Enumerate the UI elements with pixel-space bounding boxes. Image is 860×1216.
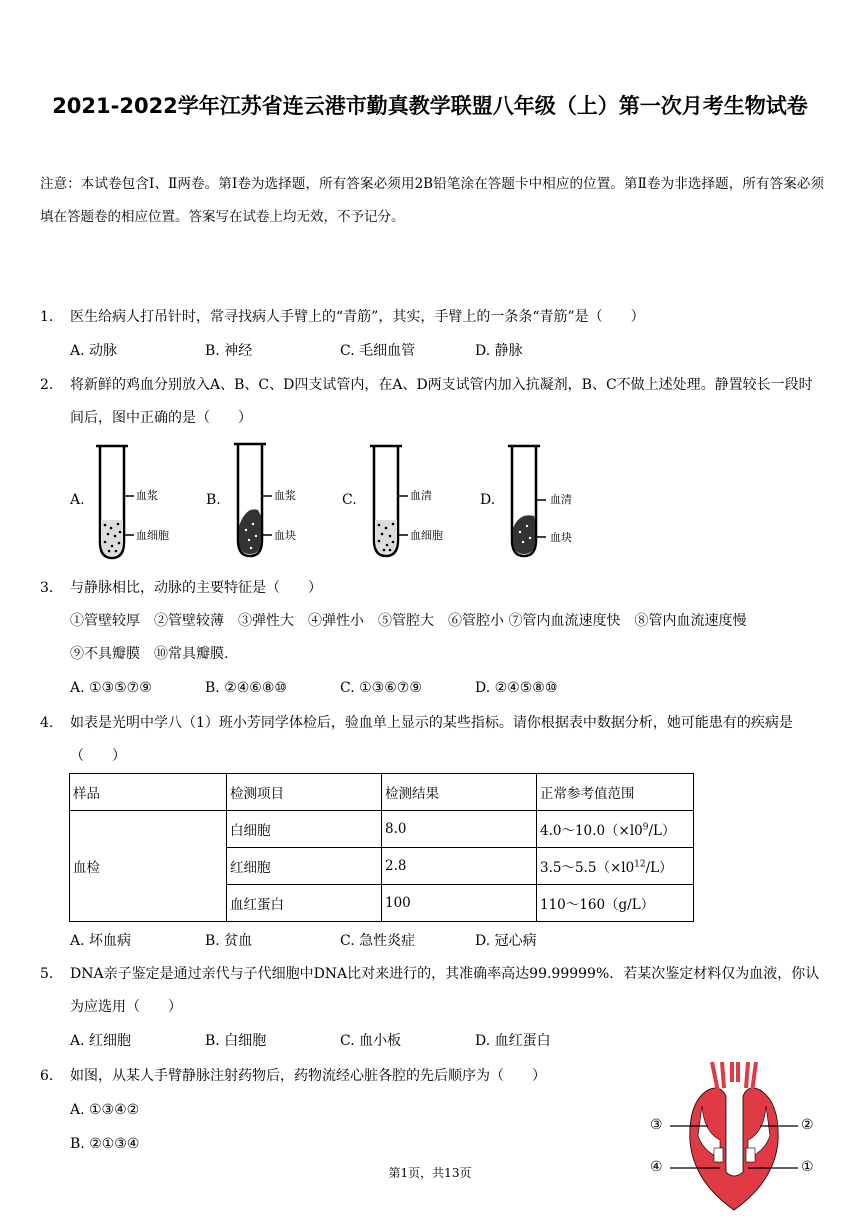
blood-test-table [69,773,694,922]
sample-cell: 血检 [70,811,227,922]
tube-option-d[interactable] [480,440,620,570]
question-number: 4. [40,715,54,731]
label-1: ① [801,1159,814,1175]
option-b[interactable]: B. 神经 [205,343,253,359]
range-cell: 110～160（g/L） [537,885,694,922]
tube-letter: A. [70,492,85,508]
upper-label: 血浆 [274,489,296,502]
feature-list-line-1: ①管壁较厚 ②管壁较薄 ③弹性大 ④弹性小 ⑤管腔大 ⑥管腔小 ⑦管内血流速度快 ⑧管内血流速度慢 [70,613,747,629]
question-6 [40,1060,640,1161]
question-4 [40,707,820,773]
range-base: 3.5～5.5（×l0 [540,860,635,876]
question-3 [40,572,820,705]
option-d[interactable]: D. 冠心病 [475,933,537,949]
tube-letter: D. [480,492,496,508]
item-cell: 白细胞 [227,811,382,848]
question-number: 2. [40,377,54,393]
options [70,671,820,705]
question-number: 6. [40,1068,54,1084]
range-exponent: 12 [634,859,646,870]
range-unit: /L） [648,823,676,839]
test-tube-icon [342,440,482,570]
result-cell: 2.8 [382,848,537,885]
lower-label: 血块 [550,531,572,544]
item-cell: 血红蛋白 [227,885,382,922]
options [70,1024,820,1058]
exam-title: 2021-2022学年江苏省连云港市勤真教学联盟八年级（上）第一次月考生物试卷 [52,94,808,118]
option-d[interactable]: D. 血红蛋白 [475,1033,551,1049]
result-cell: 100 [382,885,537,922]
question-number: 1. [40,309,54,325]
option-c[interactable]: C. ①③⑥⑦⑨ [340,680,422,696]
table-header-row [70,774,694,811]
option-b[interactable]: B. ②①③④ [70,1136,140,1152]
test-tube-figures [70,440,590,570]
heart-icon [648,1062,820,1212]
page-footer: 第1页，共13页 [388,1166,472,1180]
option-a[interactable]: A. 动脉 [70,343,118,359]
option-d[interactable]: D. 静脉 [475,343,523,359]
tube-letter: B. [206,492,221,508]
test-tube-icon [206,440,346,570]
header-cell: 正常参考值范围 [537,774,694,811]
question-1 [40,301,820,368]
option-c[interactable]: C. 血小板 [340,1033,402,1049]
question-text: 医生给病人打吊针时，常寻找病人手臂上的“青筋”，其实，手臂上的一条条“青筋”是（ ） [70,309,645,325]
upper-label: 血清 [550,493,572,506]
test-tube-icon [70,440,210,570]
label-4: ④ [650,1159,663,1175]
label-3: ③ [650,1117,663,1133]
table-row [70,811,694,848]
header-cell: 检测结果 [382,774,537,811]
option-c[interactable]: C. 毛细血管 [340,343,416,359]
heart-diagram [648,1062,820,1212]
option-b[interactable]: B. 贫血 [205,933,253,949]
range-cell [537,848,694,885]
question-5 [40,958,820,1058]
tube-letter: C. [342,492,357,508]
item-cell: 红细胞 [227,848,382,885]
question-number: 3. [40,580,54,596]
range-exponent: 9 [642,822,649,833]
exam-notice: 注意：本试卷包含Ⅰ、Ⅱ两卷。第Ⅰ卷为选择题，所有答案必须用2B铅笔涂在答题卡中相应的位置。第Ⅱ卷为非选择题，所有答案必须填在答题卷的相应位置。答案写在试卷上均无效，不予记分。 [40,176,824,225]
question-text: 与静脉相比，动脉的主要特征是（ ） [70,580,322,596]
question-number: 5. [40,966,54,982]
question-text: 如表是光明中学八（1）班小芳同学体检后，验血单上显示的某些指标。请你根据表中数据分析，她可能患有的疾病是（ ） [70,715,793,764]
tube-option-a[interactable] [70,440,210,570]
question-text: 如图，从某人手臂静脉注射药物后，药物流经心脏各腔的先后顺序为（ ） [70,1068,546,1084]
lower-label: 血细胞 [136,529,169,542]
range-cell [537,811,694,848]
upper-label: 血浆 [136,489,158,502]
option-d[interactable]: D. ②④⑤⑧⑩ [475,680,558,696]
option-a[interactable]: A. ①③④② [70,1102,140,1118]
header-cell: 检测项目 [227,774,382,811]
option-a[interactable]: A. ①③⑤⑦⑨ [70,680,152,696]
label-2: ② [801,1117,814,1133]
option-b[interactable]: B. 白细胞 [205,1033,267,1049]
question-text: 将新鲜的鸡血分别放入A、B、C、D四支试管内，在A、D两支试管内加入抗凝剂，B、C不做上述处理。静置较长一段时间后，图中正确的是（ ） [70,377,813,426]
tube-option-b[interactable] [206,440,346,570]
option-c[interactable]: C. 急性炎症 [340,933,416,949]
option-b[interactable]: B. ②④⑥⑧⑩ [205,680,287,696]
range-unit: /L） [645,860,673,876]
option-a[interactable]: A. 红细胞 [70,1033,132,1049]
lower-label: 血细胞 [410,529,443,542]
question-4-options [40,924,820,958]
upper-label: 血清 [410,489,432,502]
option-a[interactable]: A. 坏血病 [70,933,132,949]
question-2 [40,369,820,435]
question-text: DNA亲子鉴定是通过亲代与子代细胞中DNA比对来进行的，其准确率高达99.99999%．若某次鉴定材料仅为血液，你认为应选用（ ） [70,966,820,1015]
options [70,334,820,368]
lower-label: 血块 [274,529,296,542]
tube-option-c[interactable] [342,440,482,570]
header-cell: 样品 [70,774,227,811]
options [70,1093,640,1161]
feature-list-line-2: ⑨不具瓣膜 ⑩常具瓣膜. [70,646,229,662]
range-base: 4.0～10.0（×l0 [540,823,643,839]
options [70,924,820,958]
result-cell: 8.0 [382,811,537,848]
